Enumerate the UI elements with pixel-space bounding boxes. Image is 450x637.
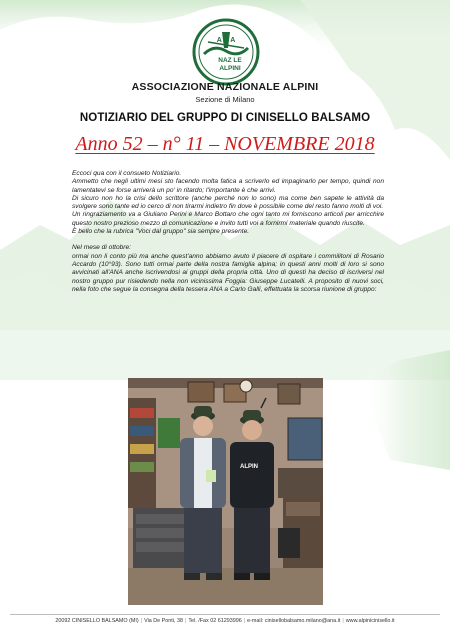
october-heading: Nel mese di ottobre: (72, 244, 132, 252)
group-photo (128, 378, 323, 605)
footer-phone: Tel. /Fax 02 61293996 (188, 618, 242, 624)
article-body (72, 170, 384, 294)
paragraph-gap (72, 236, 384, 244)
logo-top-text: A N A (216, 37, 236, 44)
membership-card (206, 470, 216, 482)
newsletter-title: NOTIZIARIO DEL GRUPPO DI CINISELLO BALSAMO (79, 112, 371, 124)
paragraph-apology: Ammetto che negli ultimi mesi sto facendo molta fatica a scriverlo ed impaginarlo per tempo, quindi non lamentatevi se forse arriverà un po' in ritardo; l'importante è che arrivi. (72, 178, 384, 194)
org-name: ASSOCIAZIONE NAZIONALE ALPINI (131, 81, 319, 93)
footer-separator: | (243, 618, 246, 624)
shirt-text: ALPIN (240, 464, 258, 470)
paragraph-intro: Eccoci qua con il consueto Notiziario. (72, 170, 182, 177)
paragraph-rubric: È bello che la rubrica "Voci dal gruppo" sia sempre presente. (72, 228, 250, 236)
logo-bottom-text: NAZ LE (218, 57, 242, 64)
paragraph-october: ormai non li conto più ma anche quest'anno abbiamo avuto il piacere di ospitare i commilitoni di Rosario Accardo (10°93). Sono tutti ormai parte della nostra famiglia alpina; in questi anni molti di loro si sono avvicinati all'ANA anche iscrivendosi ai gruppi della propria città. Uno di questi ha deciso di iscriversi nel nostro gruppo pur risiedendo nella non vicinissima Foggia: Giuseppe Lucatelli. A proposito di nuovi soci, nella foto che segue la consegna della tessera ANA a Carlo Galli, effettuata la scorsa riunione di gruppo: (72, 252, 384, 293)
footer (0, 618, 450, 624)
org-section: Sezione di Milano (195, 95, 255, 104)
footer-separator: | (184, 618, 187, 624)
footer-divider (10, 614, 440, 615)
footer-address: 20092 CINISELLO BALSAMO (MI) (55, 618, 139, 624)
paragraph-thanks: Un ringraziamento va a Giuliano Perini e Marco Bottaro che ogni tanto mi forniscono articoli per arricchire questo nostro prezioso mezzo di comunicazione e invito tutti voi a fornirmi materiale quando riuscite. (72, 211, 384, 227)
issue-title: Anno 52 – n° 11 – NOVEMBRE 2018 (75, 133, 375, 155)
footer-street: Via De Ponti, 38 (144, 618, 183, 624)
ana-logo (192, 18, 260, 86)
footer-email[interactable]: e-mail: cinisellobalsamo.milano@ana.it (247, 618, 341, 624)
footer-separator: | (140, 618, 143, 624)
footer-separator: | (342, 618, 344, 624)
footer-website[interactable]: www.alpinicinisello.it (345, 618, 395, 624)
logo-alpini-text: ALPINI (219, 65, 241, 72)
paragraph-activities: Di sicuro non ho la crisi dello scrittore (anche perché non lo sono) ma come ben sapete le attività da svolgere sono tante ed io cerco di non tirarmi indietro fin dove è possibile come del resto fanno molti di voi. (72, 194, 384, 211)
